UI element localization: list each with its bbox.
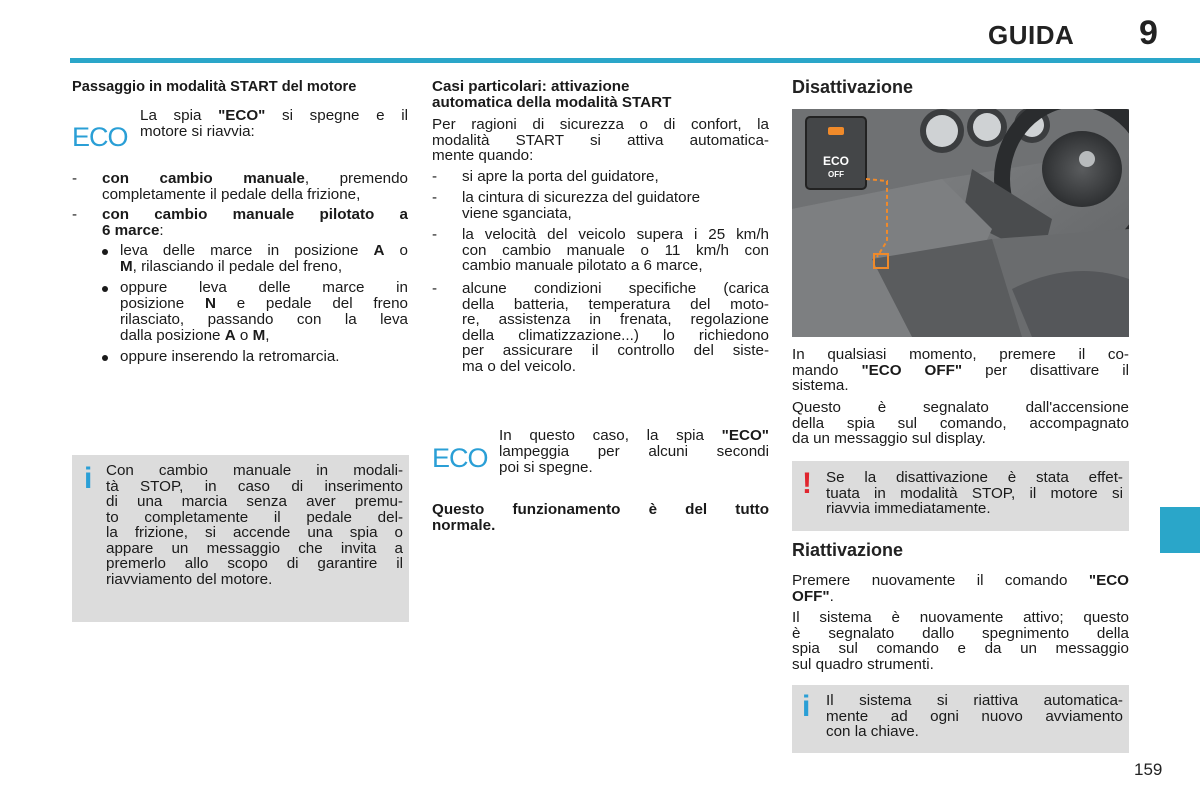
col2-intro	[432, 117, 769, 164]
item-line: ma o del veicolo.	[462, 357, 576, 375]
col2-normal-line2: normale.	[432, 517, 496, 534]
dashboard-photo	[792, 109, 1129, 337]
item-line: cambio manuale pilotato a 6 marce,	[462, 257, 703, 274]
note-line: Se la disattivazione è stata effet-	[826, 469, 1123, 486]
item-line: la cintura di sicurezza del guidatore	[462, 189, 701, 206]
col3-active-text	[792, 610, 1129, 672]
text-line: sistema.	[792, 377, 849, 394]
warning-note-text	[826, 470, 1123, 517]
col1-item1-line1: con cambio manuale, premendo	[102, 170, 408, 187]
intro-line: mente quando:	[432, 147, 534, 164]
note-line: tuata in modalità STOP, il motore si	[826, 484, 1123, 502]
col1-item1-line2: completamente il pedale della frizione,	[102, 186, 361, 203]
col2-normal-line1: Questo funzionamento è del tutto	[432, 501, 769, 518]
col1-sub1-line2: M, rilasciando il pedale del freno,	[120, 258, 343, 275]
text-line: mando "ECO OFF" per disattivare il	[792, 361, 1129, 379]
note-line: tà STOP, in caso di inserimento	[106, 477, 403, 495]
note-line: to completamente il pedale del-	[106, 508, 403, 526]
item-line: con cambio manuale o 11 km/h con	[462, 241, 769, 259]
item-line: re, assistenza in frenata, regolazione	[462, 311, 769, 328]
text-line: della spia sul comando, accompagnato	[792, 414, 1129, 432]
note-line: Con cambio manuale in modali-	[106, 462, 403, 479]
note-line: di una marcia senza aver premu-	[106, 493, 403, 510]
eco-warning-icon: ECO	[72, 122, 128, 152]
chapter-number: 9	[1139, 14, 1158, 52]
page-number: 159	[1134, 760, 1163, 779]
col3-off-text	[792, 347, 1129, 394]
note-line: riavvia immediatamente.	[826, 500, 991, 517]
col1-sub2-line4: dalla posizione A o M,	[120, 327, 270, 344]
text-line: Questo è segnalato dall'accensione	[792, 399, 1129, 416]
note-line: premerlo allo scopo di garantire il	[106, 555, 403, 572]
text-line: Premere nuovamente il comando "ECO	[792, 572, 1129, 589]
note-line: con la chiave.	[826, 723, 919, 740]
eco-off-button-sublabel: OFF	[828, 170, 844, 179]
col2-item4	[462, 281, 769, 374]
col1-intro-line1: La spia "ECO" si spegne e il	[140, 107, 408, 124]
info-icon: i	[802, 690, 811, 723]
dashboard-illustration	[792, 109, 1129, 337]
note-line: Il sistema si riattiva automatica-	[826, 692, 1123, 709]
text-line: spia sul comando e da un messaggio	[792, 640, 1129, 657]
text-line: OFF".	[792, 587, 834, 605]
heading-disattivazione: Disattivazione	[792, 77, 914, 97]
header-rule	[70, 58, 1200, 63]
warning-icon: !	[802, 467, 812, 500]
col1-heading: Passaggio in modalità START del motore	[72, 79, 357, 95]
bullet-dot	[102, 286, 108, 292]
dash-marker: -	[432, 280, 438, 297]
note-line: riavviamento del motore.	[106, 570, 273, 588]
chapter-title: GUIDA	[988, 20, 1075, 50]
note-line: appare un messaggio che invita a	[106, 539, 403, 557]
dash-marker: -	[432, 226, 438, 243]
note-line: mente ad ogni nuovo avviamento	[826, 707, 1123, 725]
item-line: alcune condizioni specifiche (carica	[462, 280, 769, 297]
item-line: della batteria, temperatura del moto-	[462, 295, 769, 313]
dash-marker: -	[432, 189, 438, 206]
info-icon: i	[84, 462, 93, 495]
col1-sub2-line1: oppure leva delle marce in	[120, 279, 408, 296]
col1-sub2-line2: posizione N e pedale del freno	[120, 295, 408, 312]
item-line: la velocità del veicolo supera i 25 km/h	[462, 226, 769, 243]
col2-item3	[462, 227, 769, 274]
chapter-side-tab	[1160, 507, 1200, 553]
dash-marker: -	[72, 206, 78, 223]
item-line: della climatizzazione...) lo richiedono	[462, 326, 769, 344]
info-note-text	[106, 463, 403, 587]
intro-line: Per ragioni di sicurezza o di confort, la	[432, 116, 769, 133]
dash-marker: -	[72, 170, 78, 187]
bullet-dot	[102, 249, 108, 255]
col2-item2	[462, 190, 769, 221]
eco-off-button-label: ECO	[822, 154, 850, 168]
col1-item2-line2: 6 marce:	[102, 222, 164, 239]
text-line: Il sistema è nuovamente attivo; questo	[792, 609, 1129, 626]
col2-item1: si apre la porta del guidatore,	[462, 168, 659, 185]
bullet-dot	[102, 355, 108, 361]
col3-signal-text	[792, 400, 1129, 447]
intro-line: modalità START si attiva automatica-	[432, 131, 769, 149]
col1-sub1-line1: leva delle marce in posizione A o	[120, 242, 409, 259]
eco-warning-icon: ECO	[432, 443, 488, 473]
note-line: la frizione, si accende una spia o	[106, 524, 403, 541]
col2-heading-line1: Casi particolari: attivazione	[432, 78, 630, 95]
col3-on-text	[792, 573, 1129, 604]
text-line: In qualsiasi momento, premere il co-	[792, 346, 1129, 363]
col2-eco-line1: In questo caso, la spia "ECO"	[499, 427, 769, 444]
col2-heading-line2: automatica della modalità START	[432, 94, 672, 111]
text-line: da un messaggio sul display.	[792, 430, 986, 447]
text-line: sul quadro strumenti.	[792, 655, 934, 673]
dash-marker: -	[432, 168, 438, 185]
col1-sub2-line3: rilasciato, passando con la leva	[120, 311, 408, 328]
info-note-text	[826, 693, 1123, 740]
col1-intro-line2: motore si riavvia:	[140, 123, 255, 140]
item-line: per assicurare il controllo del siste-	[462, 342, 769, 359]
col1-sub3: oppure inserendo la retromarcia.	[120, 348, 340, 365]
col2-eco-line2: lampeggia per alcuni secondi	[499, 443, 769, 460]
col2-eco-line3: poi si spegne.	[499, 459, 593, 476]
item-line: viene sganciata,	[462, 204, 572, 222]
text-line: è segnalato dallo spegnimento della	[792, 624, 1129, 642]
col1-item2-line1: con cambio manuale pilotato a	[102, 206, 408, 223]
heading-riattivazione: Riattivazione	[792, 540, 904, 560]
